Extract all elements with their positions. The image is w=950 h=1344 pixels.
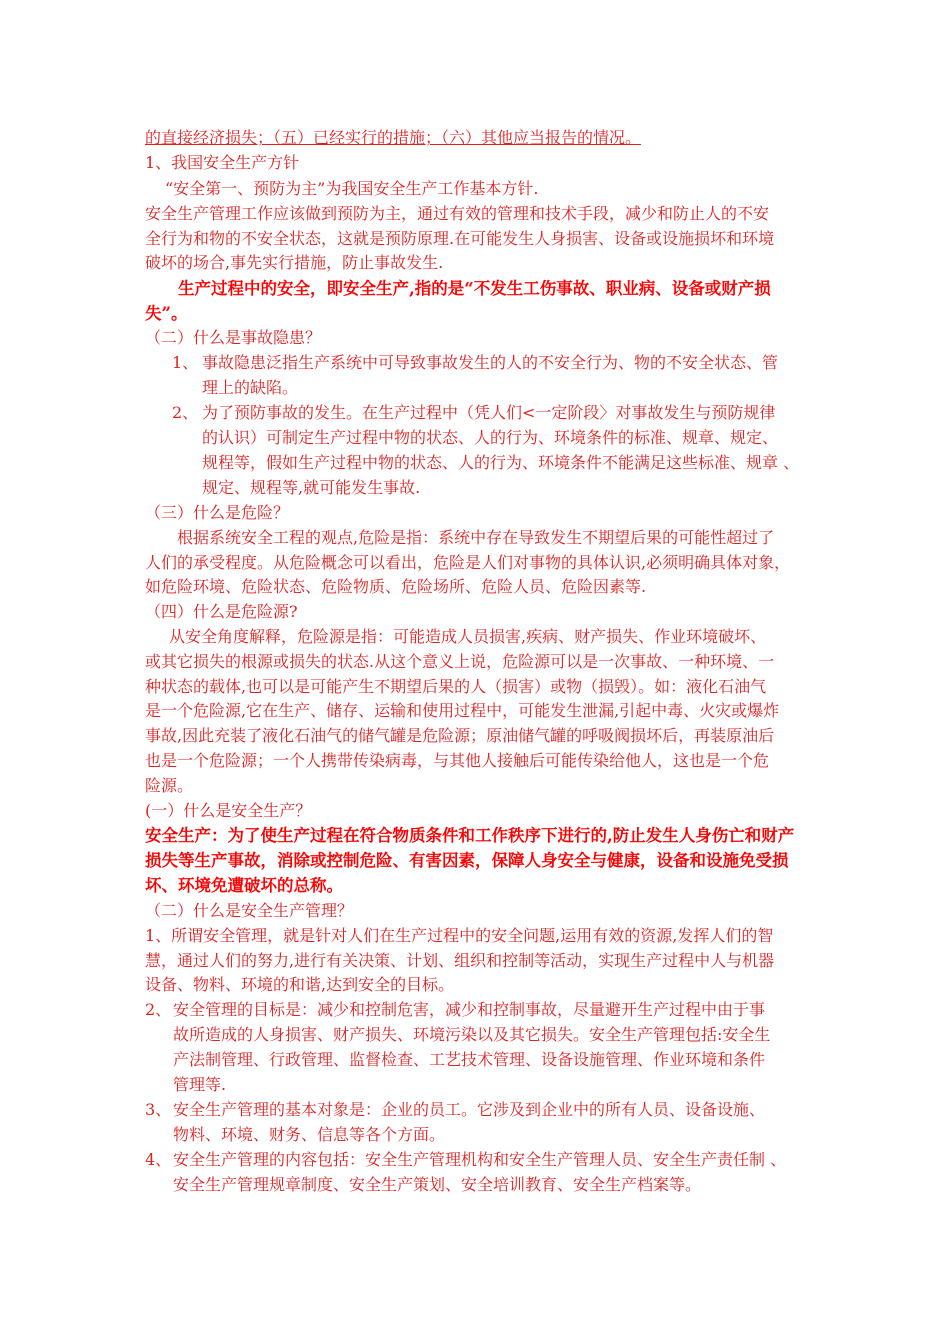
paragraph-line: 险源。 bbox=[145, 776, 194, 795]
list-text: 规定、规程等,就可能发生事故. bbox=[202, 478, 421, 497]
list-text: 安全管理的目标是：减少和控制危害，减少和控制事故，尽量避开生产过程中由于事 bbox=[173, 1000, 766, 1019]
list-item bbox=[145, 1100, 765, 1120]
paragraph-line: 慧，通过人们的努力,进行有关决策、计划、组织和控制等活动，实现生产过程中人与机器 bbox=[145, 951, 775, 970]
paragraph-line: 事故,因此充装了液化石油气的储气罐是危险源；原油储气罐的呼吸阀损坏后，再装原油后 bbox=[145, 726, 775, 745]
paragraph-line: 破坏的场合,事先实行措施，防止事故发生. bbox=[145, 253, 444, 272]
paragraph-line: 根据系统安全工程的观点,危险是指：系统中存在导致发生不期望后果的可能性超过了 bbox=[177, 528, 775, 547]
paragraph-line: 设备、物料、环境的和谐,达到安全的目标。 bbox=[145, 975, 455, 994]
list-number: 2、 bbox=[145, 1000, 172, 1019]
list-text: 的认识）可制定生产过程中物的状态、人的行为、环境条件的标准、规章、规定、 bbox=[202, 428, 779, 447]
paragraph-line: 从安全角度解释，危险源是指：可能造成人员损害,疾病、财产损失、作业环境破坏、 bbox=[169, 627, 767, 646]
section-title: （二）什么是事故隐患？ bbox=[145, 328, 322, 347]
section-title: （二）什么是安全生产管理？ bbox=[145, 901, 354, 920]
list-number: 3、 bbox=[145, 1100, 172, 1119]
section-title: 1、我国安全生产方针 bbox=[145, 153, 300, 172]
paragraph-line: 或其它损失的根源或损失的状态.从这个意义上说，危险源可以是一次事故、一种环境、一 bbox=[145, 652, 775, 671]
paragraph-line: 如危险环境、危险状态、危险物质、危险场所、危险人员、危险因素等. bbox=[145, 577, 647, 596]
list-text: 物料、环境、财务、信息等各个方面。 bbox=[173, 1125, 446, 1144]
bold-line: 生产过程中的安全，即安全生产,指的是“不发生工伤事故、职业病、设备或财产损 bbox=[178, 279, 771, 298]
bold-line: 损失等生产事故，消除或控制危险、有害因素，保障人身安全与健康，设备和设施免受损 bbox=[145, 851, 789, 870]
section-title: （三）什么是危险？ bbox=[145, 503, 290, 522]
list-item bbox=[145, 1150, 786, 1170]
bold-line: 失”。 bbox=[145, 304, 188, 323]
paragraph-line: 种状态的载体,也可以是可能产生不期望后果的人（损害）或物（损毁）。如：液化石油气 bbox=[145, 677, 767, 696]
paragraph-line: 安全生产管理工作应该做到预防为主，通过有效的管理和技术手段，减少和防止人的不安 bbox=[145, 204, 770, 223]
list-number: 2、 bbox=[172, 403, 199, 422]
list-number: 4、 bbox=[145, 1150, 172, 1169]
section-title: (一）什么是安全生产？ bbox=[145, 801, 312, 820]
paragraph-line: 全行为和物的不安全状态，这就是预防原理.在可能发生人身损害、设备或设施损坏和环境 bbox=[145, 229, 775, 248]
list-text: 理上的缺陷。 bbox=[202, 378, 299, 397]
policy-quote: “安全第一、预防为主”为我国安全生产工作基本方针. bbox=[165, 179, 539, 198]
list-text: 安全生产管理的基本对象是：企业的员工。它涉及到企业中的所有人员、设备设施、 bbox=[173, 1100, 766, 1119]
list-text: 安全生产管理的内容包括：安全生产管理机构和安全生产管理人员、安全生产责任制 、 bbox=[173, 1150, 787, 1169]
list-text: 故所造成的人身损害、财产损失、环境污染以及其它损失。安全生产管理包括:安全生 bbox=[173, 1025, 771, 1044]
list-text: 安全生产管理规章制度、安全生产策划、安全培训教育、安全生产档案等。 bbox=[173, 1175, 702, 1194]
paragraph-line: 1、所谓安全管理，就是针对人们在生产过程中的安全问题,运用有效的资源,发挥人们的智 bbox=[145, 926, 774, 945]
list-text: 事故隐患泛指生产系统中可导致事故发生的人的不安全行为、物的不安全状态、管 bbox=[202, 353, 779, 372]
list-text: 为了预防事故的发生。在生产过程中（凭人们<一定阶段〉对事故发生与预防规律 bbox=[202, 403, 776, 422]
list-item bbox=[172, 353, 778, 373]
list-item bbox=[145, 1000, 765, 1020]
list-text: 管理等. bbox=[173, 1075, 227, 1094]
bold-line: 坏、环境免遭破坏的总称。 bbox=[145, 876, 343, 895]
list-number: 1、 bbox=[172, 353, 199, 372]
intro-line: 的直接经济损失；（五）已经实行的措施；（六）其他应当报告的情况。 bbox=[145, 128, 642, 147]
list-text: 产法制管理、行政管理、监督检查、工艺技术管理、设备设施管理、作业环境和条件 bbox=[173, 1050, 766, 1069]
bold-line: 安全生产：为了使生产过程在符合物质条件和工作秩序下进行的,防止发生人身伤亡和财产 bbox=[145, 826, 795, 845]
paragraph-line: 也是一个危险源；一个人携带传染病毒，与其他人接触后可能传染给他人，这也是一个危 bbox=[145, 751, 770, 770]
paragraph-line: 人们的承受程度。从危险概念可以看出，危险是人们对事物的具体认识,必须明确具体对象， bbox=[145, 553, 791, 572]
section-title: （四）什么是危险源? bbox=[145, 602, 298, 621]
list-text: 规程等，假如生产过程中物的状态、人的行为、环境条件不能满足这些标准、规章 、 bbox=[202, 453, 800, 472]
list-item bbox=[172, 403, 775, 423]
paragraph-line: 是一个危险源,它在生产、储存、运输和使用过程中，可能发生泄漏,引起中毒、火灾或爆炸 bbox=[145, 701, 780, 720]
